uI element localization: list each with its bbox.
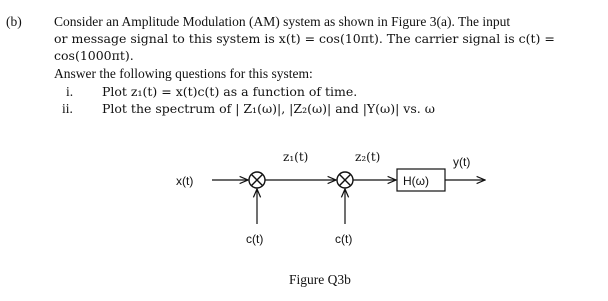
multiplier-1 xyxy=(249,172,265,188)
figure-caption: Figure Q3b xyxy=(289,272,351,287)
z1-label: z₁(t) xyxy=(283,150,309,164)
z2-label: z₂(t) xyxy=(355,150,381,164)
question-line-1: Consider an Amplitude Modulation (AM) system as shown in Figure 3(a). The input xyxy=(54,14,511,29)
carrier-2-label: c(t) xyxy=(335,232,353,246)
question-line-2: or message signal to this system is x(t) = cos(10πt). The carrier signal is c(t) = xyxy=(54,31,555,46)
item-number-i: i. xyxy=(66,84,74,99)
question-line-3: cos(1000πt). xyxy=(54,48,134,63)
input-label: x(t) xyxy=(176,174,194,188)
carrier-1-label: c(t) xyxy=(246,232,264,246)
item-number-ii: ii. xyxy=(62,101,73,116)
output-label: y(t) xyxy=(453,155,471,169)
part-label: (b) xyxy=(6,14,22,29)
filter-label: H(ω) xyxy=(403,174,430,188)
multiplier-2 xyxy=(337,172,353,188)
item-text-i: Plot z₁(t) = x(t)c(t) as a function of time. xyxy=(102,84,358,99)
question-line-4: Answer the following questions for this system: xyxy=(54,66,313,81)
item-text-ii: Plot the spectrum of | Z₁(ω)|, |Z₂(ω)| and |Y(ω)| vs. ω xyxy=(102,101,435,116)
